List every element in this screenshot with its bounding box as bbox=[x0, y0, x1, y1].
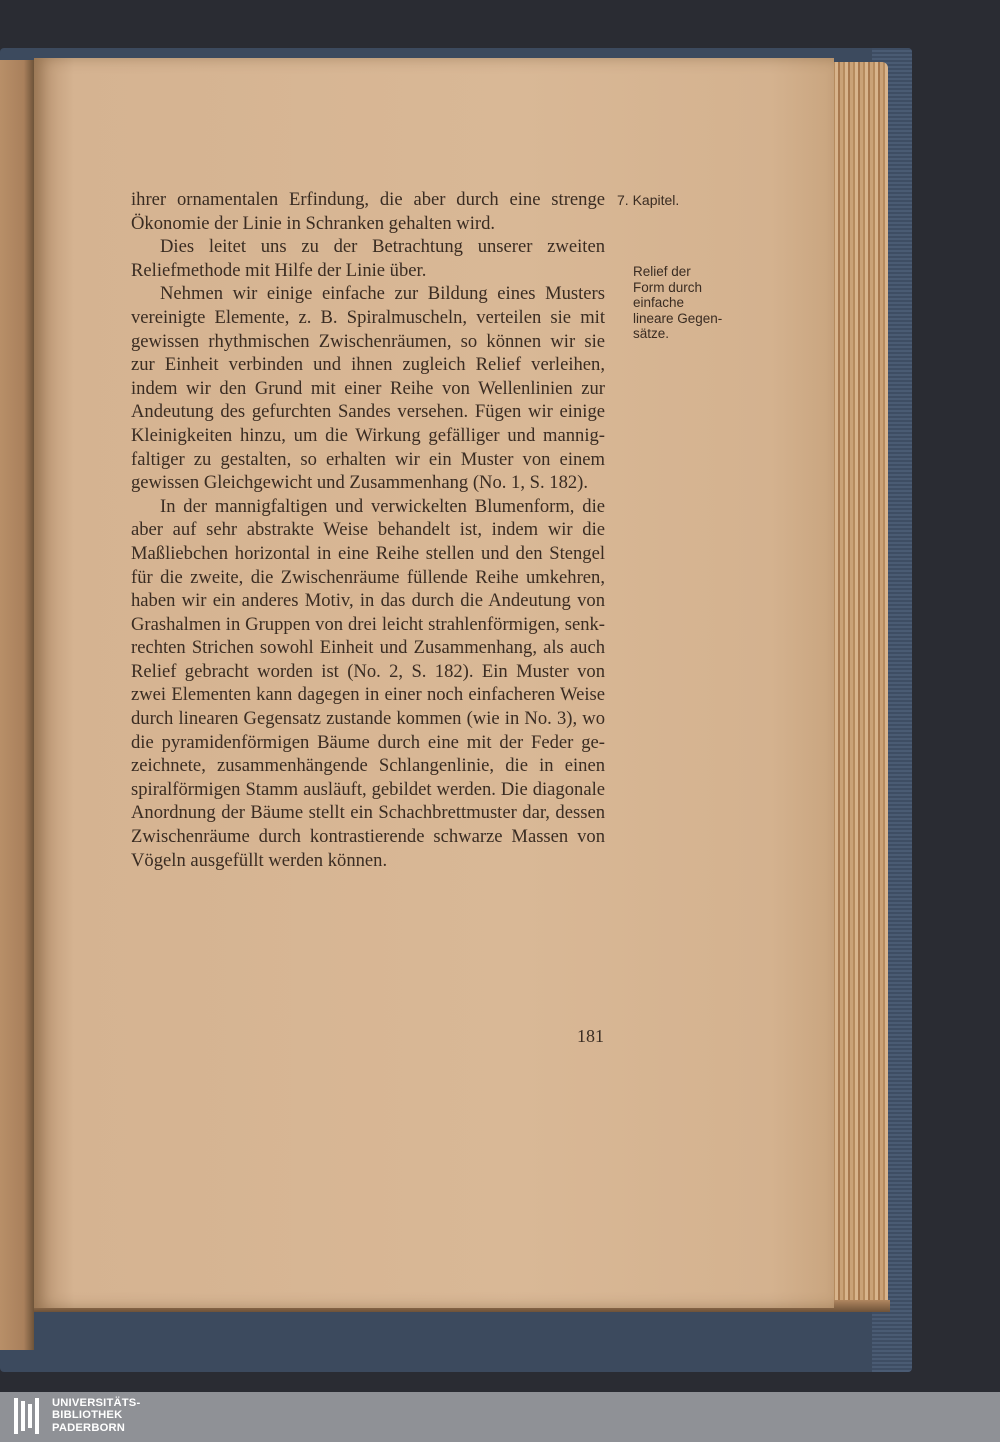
paragraph: Dies leitet uns zu der Betrachtung unserer zweiten Reliefmethode mit Hilfe der Linie über. bbox=[131, 236, 605, 281]
library-name-line: PADERBORN bbox=[52, 1421, 126, 1434]
library-name-line: UNIVERSITÄTS- bbox=[52, 1397, 141, 1409]
paragraph: ihrer ornamentalen Erfindung, die aber durch eine strenge Ökonomie der Linie in Schranken gehalten wird. bbox=[131, 189, 605, 234]
page-number: 181 bbox=[577, 1026, 604, 1046]
library-name bbox=[52, 1397, 140, 1434]
chapter-label: 7. Kapitel. bbox=[617, 192, 680, 208]
library-name-line: BIBLIOTHEK bbox=[52, 1409, 123, 1422]
margin-note: Relief der Form durch einfache lineare Gegen- sätze. bbox=[633, 264, 723, 342]
library-footer bbox=[0, 1392, 1000, 1442]
facing-page-edge bbox=[0, 60, 34, 1350]
paragraph: In der mannigfaltigen und verwickelten Blumenform, die aber auf sehr abstrakte Weise behandelt ist, indem wir die Maßliebchen horizontal in eine Reihe stellen und den Stengel für die zweite, die Zwischenräume füllende Reihe umkehren, haben wir ein anderes Motiv, in das durch die Andeutung von Grashalmen in Gruppen von drei leicht strahlenförmigen, senkrechten Strichen sowohl Einheit und Zusammenhang, als auch Relief gebracht worden ist (No. 2, S. 182). Ein Muster von zwei Elementen kann dagegen in einer noch einfacheren Weise durch linearen Gegensatz zustande kommen (wie in No. 3), wo die pyramidenförmigen Bäume durch eine mit der Feder gezeichnete, zusammenhängende Schlangenlinie, die in einen spiralförmigen Stamm ausläuft, gebildet werden. Die diagonale Anordnung der Bäume stellt ein Schachbrettmuster dar, dessen Zwischenräume durch kontrastierende schwarze Massen von Vögeln ausgefüllt werden können. bbox=[131, 495, 605, 871]
body-text bbox=[131, 188, 605, 872]
library-logo-icon bbox=[14, 1398, 44, 1434]
page-edges bbox=[830, 62, 888, 1308]
paragraph: Nehmen wir einige einfache zur Bildung eines Musters vereinigte Elemente, z. B. Spiralmuscheln, verteilen sie mit gewissen rhythmischen Zwischenräumen, so können wir sie zur Einheit verbinden und ihnen zugleich Relief verleihen, indem wir den Grund mit einer Reihe von Wellenlinien zur Andeutung des gefurchten Sandes versehen. Fügen wir einige Kleinigkeiten hinzu, um die Wirkung gefälliger und mannigfaltiger zu gestalten, so erhalten wir ein Muster von einem gewissen Gleichgewicht und Zusammenhang (No. 1, S. 182). bbox=[131, 283, 605, 494]
